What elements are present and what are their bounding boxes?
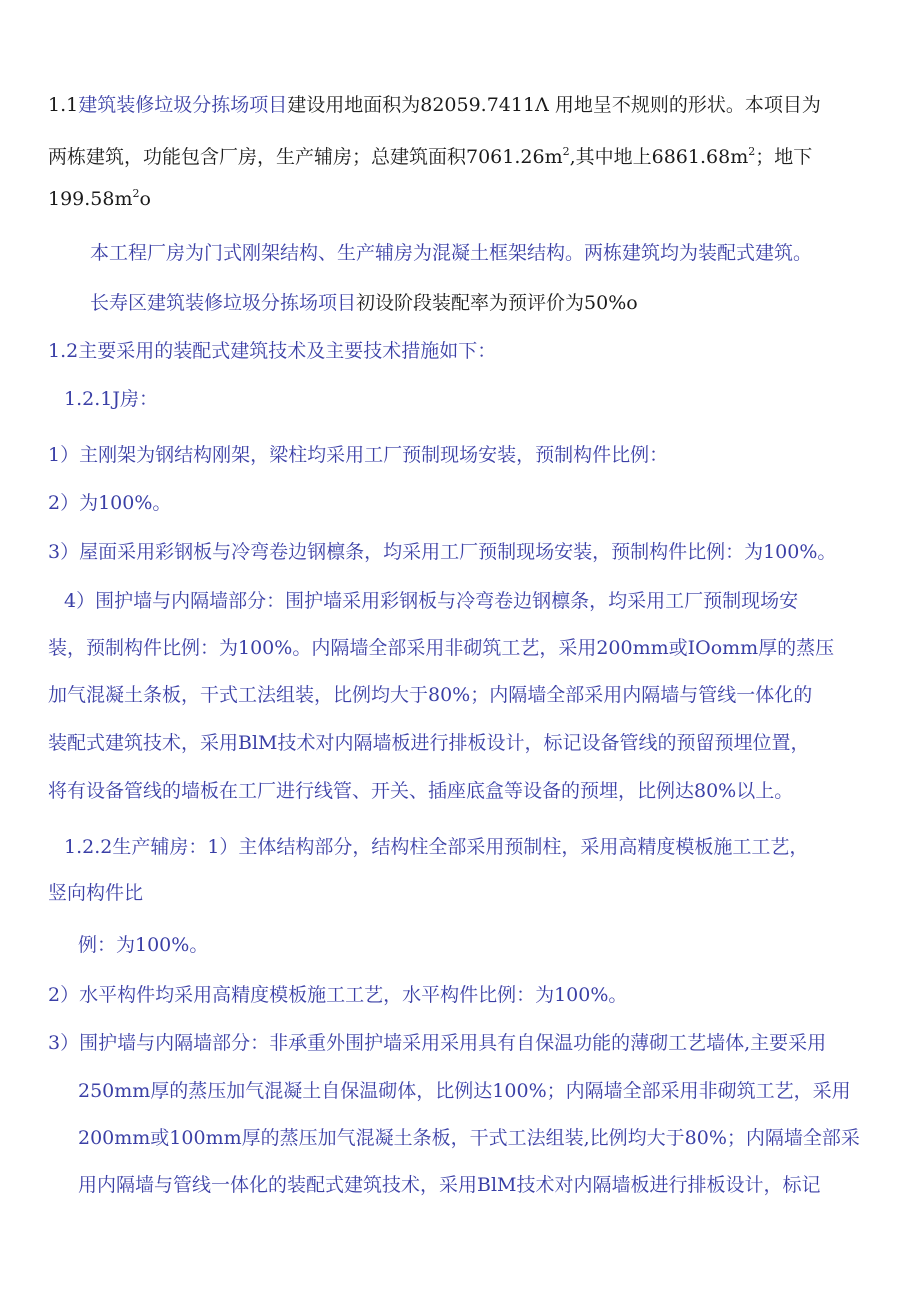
list-item-continued: 用内隔墙与管线一体化的装配式建筑技术，采用BlM技术对内隔墙板进行排板设计，标记 [78,1174,821,1196]
superscript: 2 [132,186,140,200]
section-number: 1.1 [48,94,79,116]
list-item: 2）为100%。 [48,492,172,514]
list-item: 4）围护墙与内隔墙部分：围护墙采用彩钢板与冷弯卷边钢檩条，均采用工厂预制现场安 [64,590,799,612]
para-assembly-rate [90,290,638,316]
list-item-continued: 装，预制构件比例：为100%。内隔墙全部采用非砌筑工艺，采用200mm或IOomm厚的蒸压 [48,637,835,659]
section-1-2-2-heading: 1.2.2生产辅房：1）主体结构部分，结构柱全部采用预制柱，采用高精度模板施工工艺， [64,836,809,858]
list-item: 2）水平构件均采用高精度模板施工工艺，水平构件比例：为100%。 [48,984,628,1006]
para-1-1-line1 [48,92,821,118]
list-item-continued: 250mm厚的蒸压加气混凝土自保温砌体，比例达100%；内隔墙全部采用非砌筑工艺，采用 [78,1080,851,1102]
list-item: 1）主刚架为钢结构刚架，梁柱均采用工厂预制现场安装，预制构件比例： [48,444,669,466]
list-item-continued: 装配式建筑技术，采用BlM技术对内隔墙板进行排板设计，标记设备管线的预留预埋位置， [48,732,810,754]
list-item: 3）围护墙与内隔墙部分：非承重外围护墙采用采用具有自保温功能的薄砌工艺墙体,主要采用 [48,1032,827,1054]
list-item-continued: 竖向构件比 [48,882,144,904]
section-1-2-1-heading: 1.2.1J房： [64,388,158,410]
para-text: 建设用地面积为82059.7411Λ 用地呈不规则的形状。本项目为 [287,94,821,116]
list-item: 3）屋面采用彩钢板与冷弯卷边钢檩条，均采用工厂预制现场安装，预制构件比例：为100%。 [48,541,837,563]
para-structure: 本工程厂房为门式刚架结构、生产辅房为混凝土框架结构。两栋建筑均为装配式建筑。 [90,242,813,264]
para-text: ,其中地上6861.68m [569,146,749,168]
para-1-1-line3 [48,186,151,212]
para-text: 两栋建筑，功能包含厂房，生产辅房；总建筑面积7061.26m [48,146,563,168]
list-item-continued: 200mm或100mm厚的蒸压加气混凝土条板，干式工法组装,比例均大于80%；内隔墙全部采 [78,1127,860,1149]
para-1-1-line2 [48,144,812,170]
para-text: 199.58m [48,188,133,210]
list-item-continued: 加气混凝土条板，干式工法组装，比例均大于80%；内隔墙全部采用内隔墙与管线一体化的 [48,684,813,706]
superscript: 2 [562,144,570,158]
section-1-2-heading: 1.2主要采用的装配式建筑技术及主要技术措施如下： [48,340,497,362]
list-item-continued: 例：为100%。 [78,934,209,956]
project-name: 长寿区建筑装修垃圾分拣场项目 [90,292,357,314]
project-name: 建筑装修垃圾分拣场项目 [78,94,288,116]
superscript: 2 [748,144,756,158]
para-text: o [139,188,151,210]
para-text: ；地下 [755,146,813,168]
list-item-continued: 将有设备管线的墙板在工厂进行线管、开关、插座底盒等设备的预埋，比例达80%以上。 [48,780,794,802]
para-text: 初设阶段装配率为预评价为50%o [356,292,638,314]
